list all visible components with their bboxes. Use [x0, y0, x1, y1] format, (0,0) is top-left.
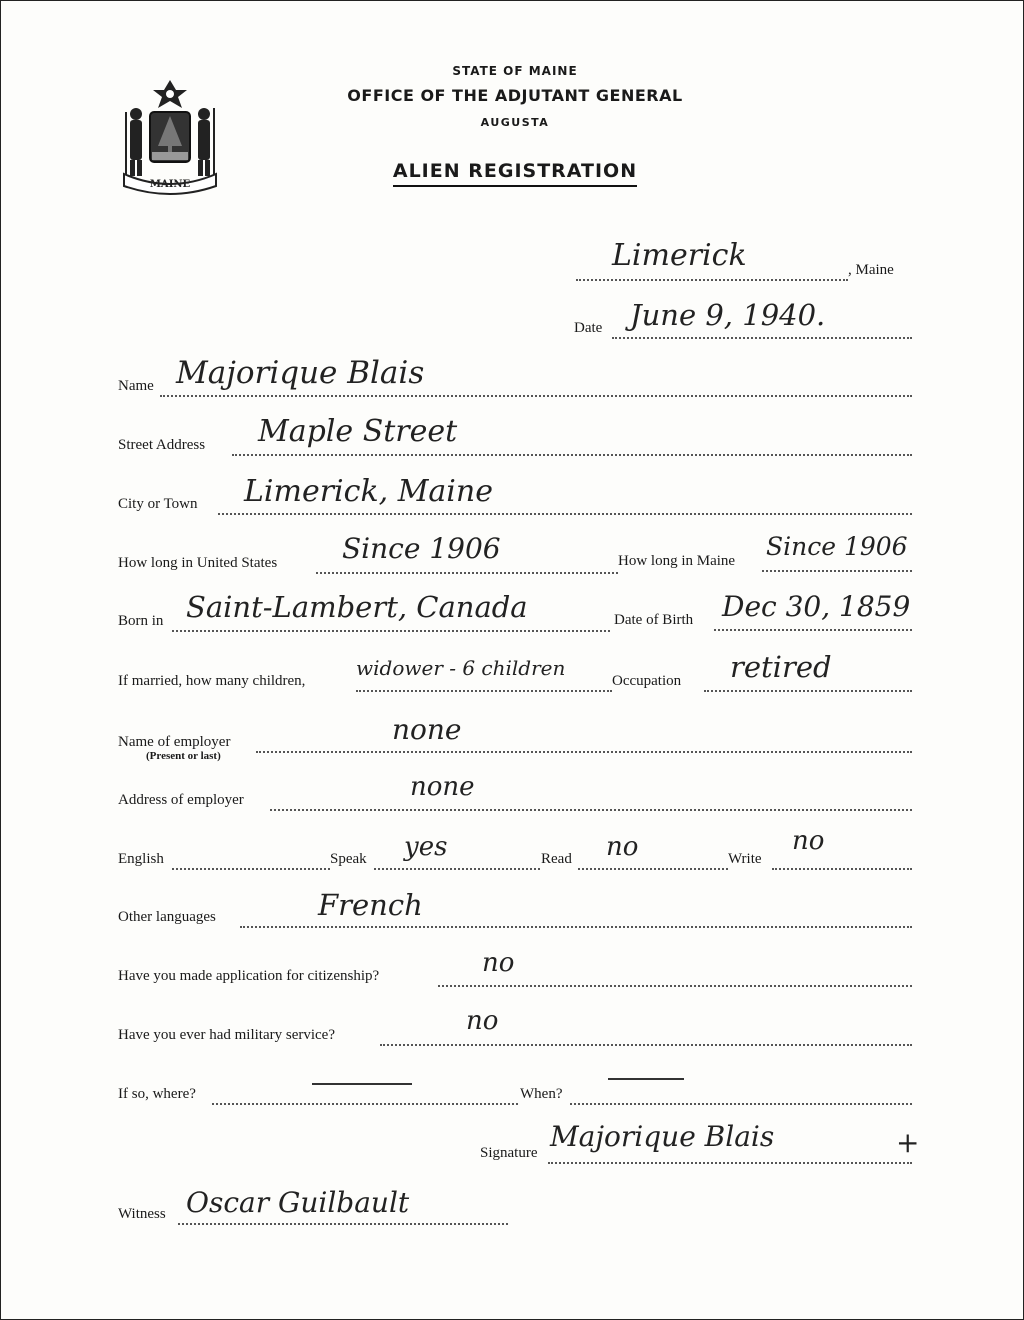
write-label: Write — [728, 851, 762, 867]
witness-label: Witness — [118, 1206, 166, 1222]
signature-line — [548, 1162, 912, 1164]
place-suffix: , Maine — [848, 262, 894, 278]
military-value: no — [466, 1006, 499, 1036]
date-value: June 9, 1940. — [630, 298, 826, 332]
signature-label: Signature — [480, 1145, 538, 1161]
other-languages-label: Other languages — [118, 909, 216, 925]
seal-text: MAINE — [149, 179, 191, 190]
occupation-value: retired — [730, 650, 832, 684]
occupation-line — [704, 690, 912, 692]
place-value: Limerick — [612, 238, 747, 273]
employer-address-label: Address of employer — [118, 792, 244, 808]
speak-value: yes — [404, 832, 448, 862]
children-value: widower - 6 children — [356, 656, 566, 680]
citizenship-line — [438, 985, 912, 987]
occupation-label: Occupation — [612, 673, 682, 689]
signature-value: Majorique Blais — [550, 1120, 775, 1153]
english-label: English — [118, 851, 164, 867]
when-dash — [608, 1078, 684, 1080]
city-line — [218, 513, 912, 515]
name-value: Majorique Blais — [176, 355, 425, 391]
read-line — [578, 868, 728, 870]
how-long-us-value: Since 1906 — [342, 532, 501, 565]
dob-value: Dec 30, 1859 — [722, 590, 911, 623]
office-heading: OFFICE OF THE ADJUTANT GENERAL — [347, 86, 683, 105]
employer-label: Name of employer — [118, 734, 231, 750]
other-languages-line — [240, 926, 912, 928]
other-languages-value: French — [318, 888, 423, 922]
english-line — [172, 868, 330, 870]
speak-line — [374, 868, 540, 870]
state-heading: STATE OF MAINE — [452, 64, 578, 78]
children-line — [356, 690, 612, 692]
children-label: If married, how many children, — [118, 673, 306, 689]
employer-address-value: none — [410, 772, 475, 802]
dob-label: Date of Birth — [614, 612, 694, 628]
when-label: When? — [520, 1086, 563, 1102]
street-line — [232, 454, 912, 456]
employer-address-line — [270, 809, 912, 811]
street-value: Maple Street — [258, 414, 458, 449]
employer-sublabel: (Present or last) — [146, 750, 221, 762]
military-line — [380, 1044, 912, 1046]
dob-line — [714, 629, 912, 631]
military-label: Have you ever had military service? — [118, 1027, 335, 1043]
employer-line — [256, 751, 912, 753]
born-in-line — [172, 630, 610, 632]
city-heading: AUGUSTA — [480, 116, 550, 129]
when-line — [570, 1103, 912, 1105]
date-line — [612, 337, 912, 339]
how-long-us-label: How long in United States — [118, 555, 278, 571]
how-long-maine-line — [762, 570, 912, 572]
where-dash — [312, 1083, 412, 1085]
citizenship-value: no — [482, 948, 515, 978]
where-line — [212, 1103, 518, 1105]
write-line — [772, 868, 912, 870]
city-label: City or Town — [118, 496, 198, 512]
read-label: Read — [541, 851, 572, 867]
where-label: If so, where? — [118, 1086, 196, 1102]
read-value: no — [606, 832, 639, 862]
form-title: ALIEN REGISTRATION — [393, 160, 637, 187]
city-value: Limerick, Maine — [244, 474, 493, 509]
name-label: Name — [118, 378, 154, 394]
how-long-maine-label: How long in Maine — [618, 553, 736, 569]
employer-value: none — [392, 713, 462, 746]
write-value: no — [792, 826, 825, 856]
name-line — [160, 395, 912, 397]
signature-mark: + — [896, 1126, 920, 1159]
witness-line — [178, 1223, 508, 1225]
citizenship-label: Have you made application for citizenship? — [118, 968, 380, 984]
born-in-label: Born in — [118, 613, 164, 629]
date-label: Date — [574, 320, 603, 336]
how-long-us-line — [316, 572, 618, 574]
street-label: Street Address — [118, 437, 206, 453]
witness-value: Oscar Guilbault — [186, 1186, 410, 1219]
born-in-value: Saint-Lambert, Canada — [186, 590, 528, 624]
how-long-maine-value: Since 1906 — [766, 532, 908, 561]
place-line — [576, 279, 848, 281]
speak-label: Speak — [330, 851, 367, 867]
